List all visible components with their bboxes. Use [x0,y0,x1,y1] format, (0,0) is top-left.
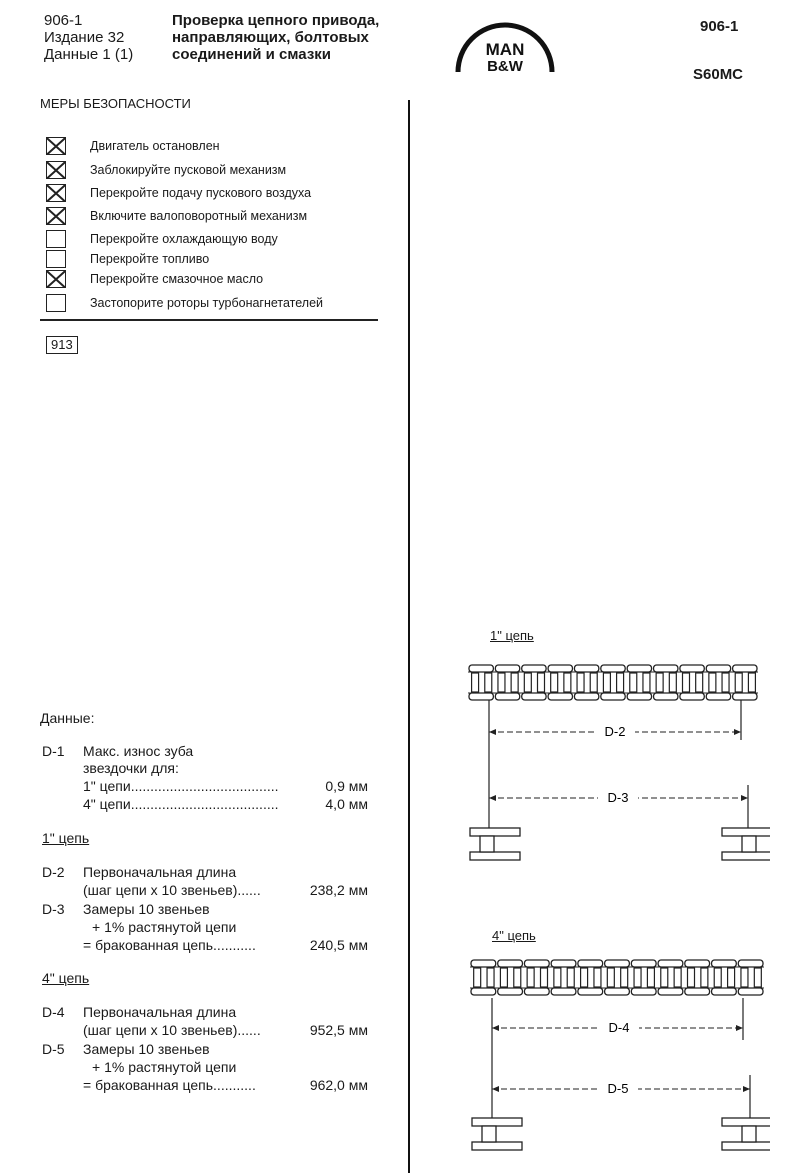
logo-text-bottom: B&W [487,58,523,75]
d1-row-1-label: 1" цепи [83,778,131,794]
section-divider [40,319,378,321]
chain-plate [654,693,678,700]
d5-row [83,1077,368,1094]
safety-item-label: Заблокируйте пусковой механизм [90,163,287,177]
d4-value: 952,5 мм [309,1022,368,1038]
chain-roller [487,968,494,987]
chain-roller [567,968,574,987]
chain-plate [712,960,737,967]
chain4-heading: 4" цепь [42,970,90,986]
d1-row-2-dots: ...................................... [130,796,279,812]
arrow-head [741,795,748,801]
title-line-1: Проверка цепного привода, [172,12,380,29]
safety-item-label: Перекройте смазочное масло [90,272,264,286]
chain-4-links [470,960,764,995]
chain-roller [590,673,597,692]
chain-plate [733,693,757,700]
chain-plate [738,960,763,967]
chain-plate [733,665,757,672]
checkbox[interactable] [46,161,66,179]
edition: Издание 32 [44,29,125,46]
d2-value: 238,2 мм [309,882,368,898]
d4-label: D-4 [608,1020,630,1035]
checkbox[interactable] [46,207,66,225]
page-title [172,12,379,63]
d4-line-1: Первоначальная длина [83,1004,237,1020]
d3-code: D-3 [42,901,65,917]
chain-roller [607,968,614,987]
chain-roller [500,968,507,987]
d5-code: D-5 [42,1041,65,1057]
chain-roller [554,968,561,987]
chain-plate [498,960,523,967]
chain-roller [701,968,708,987]
d5-line-3: = бракованная цепь [83,1077,214,1093]
chain-plate [578,960,603,967]
safety-item [46,159,286,181]
safety-item [46,228,278,250]
d5-label: D-5 [607,1081,629,1096]
chain-plate [601,665,625,672]
arrow-head [489,795,496,801]
chain-1-diagram [460,650,770,870]
chain-roller [621,968,628,987]
chain-plate [680,665,704,672]
d1-row-2-value: 4,0 мм [325,796,368,812]
chain-roller [538,673,545,692]
chain-plate [574,693,598,700]
checkbox[interactable] [46,184,66,202]
d1-line-2: звездочки для: [83,760,179,776]
chain-plate [685,988,710,995]
chain-plate [712,988,737,995]
reference-box: 913 [46,336,78,354]
d1-row-2 [83,796,368,813]
d1-row-1-value: 0,9 мм [325,778,368,794]
chain-plate [551,988,576,995]
chain-plate [654,665,678,672]
arrow-head [734,729,741,735]
chain-roller [741,968,748,987]
safety-item-label: Перекройте подачу пускового воздуха [90,186,312,200]
chain-roller [551,673,558,692]
arrow-head [736,1025,743,1031]
chain-plate [495,665,519,672]
arrow-head [743,1086,750,1092]
arrow-head [489,729,496,735]
safety-item-label: Перекройте охлаждающую воду [90,232,278,246]
chain-roller [524,673,531,692]
chain-roller [527,968,534,987]
chain-roller [669,673,676,692]
chain-plate [685,960,710,967]
d1-row-2-label: 4" цепи [83,796,131,812]
d4-dots: ...... [237,1022,261,1038]
chain-plate [574,665,598,672]
document-number: 906-1 [44,12,83,29]
chain-4-diagram [460,950,770,1170]
chain-plate [605,988,630,995]
chain-roller [485,673,492,692]
chain-plate [522,693,546,700]
figure-2-title: 4" цепь [492,928,536,943]
chain-plate [524,960,549,967]
chain-plate [658,960,683,967]
chain-roller [661,968,668,987]
chain-roller [709,673,716,692]
d2-line-2: (шаг цепи x 10 звеньев) [83,882,238,898]
chain-roller [714,968,721,987]
safety-item [46,205,307,227]
checkbox[interactable] [46,250,66,268]
chain-roller [647,968,654,987]
chain-roller [688,968,695,987]
chain-plate [522,665,546,672]
d2-dots: ...... [237,882,261,898]
logo-text-top: MAN [485,40,525,59]
d1-code: D-1 [42,743,65,759]
chain-plate [631,960,656,967]
chain-roller [581,968,588,987]
chain-roller [630,673,637,692]
chain-plate [631,988,656,995]
safety-item [46,268,263,290]
d3-value: 240,5 мм [309,937,368,953]
arrow-head [492,1086,499,1092]
chain-plate [601,693,625,700]
d5-value: 962,0 мм [309,1077,368,1093]
chain-plate [658,988,683,995]
chain-roller [594,968,601,987]
chain-plate [627,665,651,672]
d4-line-2: (шаг цепи x 10 звеньев) [83,1022,238,1038]
chain-plate [605,960,630,967]
chain-plate [680,693,704,700]
chain-roller [472,673,479,692]
d3-line-3: = бракованная цепь [83,937,214,953]
arrow-head [492,1025,499,1031]
chain-plate [469,693,493,700]
chain-roller [754,968,761,987]
title-line-3: соединений и смазки [172,46,332,63]
chain-plate [706,665,730,672]
safety-title: МЕРЫ БЕЗОПАСНОСТИ [40,96,191,111]
chain-roller [541,968,548,987]
chain-roller [748,673,755,692]
safety-item [46,182,311,204]
chain-1-links [468,665,758,700]
chain-plate [524,988,549,995]
chain-plate [578,988,603,995]
engine-model: S60MC [693,66,744,83]
chain-roller [634,968,641,987]
chain-roller [498,673,505,692]
checkbox[interactable] [46,294,66,312]
chain-plate [495,693,519,700]
chain-roller [603,673,610,692]
figure-1-title: 1" цепь [490,628,534,643]
man-bw-logo [450,20,560,76]
d2-line-1: Первоначальная длина [83,864,237,880]
d2-label: D-2 [604,724,626,739]
d4-code: D-4 [42,1004,65,1020]
d5-dots: ........... [213,1077,256,1093]
d4-row [83,1022,368,1039]
data-sheet-number: Данные 1 (1) [44,46,134,63]
chain-4-left-link [472,1118,522,1150]
safety-item-label: Застопорите роторы турбонагнетателей [90,296,324,310]
chain-plate [706,693,730,700]
d3-dots: ........... [213,937,256,953]
chain-roller [674,968,681,987]
chain-roller [696,673,703,692]
chain-roller [656,673,663,692]
title-line-2: направляющих, болтовых [172,29,369,46]
chain-plate [548,693,572,700]
chain-roller [474,968,481,987]
d2-row [83,882,368,899]
chain-plate [471,960,496,967]
chain-1-left-link [470,828,520,860]
data-heading: Данные: [40,710,95,726]
safety-item [46,248,209,270]
checkbox[interactable] [46,230,66,248]
chain-plate [498,988,523,995]
d1-line-1: Макс. износ зуба [83,743,194,759]
safety-item [46,135,220,157]
d5-line-2: + 1% растянутой цепи [92,1059,237,1075]
chain-roller [683,673,690,692]
checkbox[interactable] [46,270,66,288]
chain-roller [514,968,521,987]
document-id-block [44,12,133,63]
chain-plate [738,988,763,995]
chain-1-right-link [722,828,770,860]
chain-plate [627,693,651,700]
chain1-heading: 1" цепь [42,830,90,846]
chain-roller [728,968,735,987]
chain-roller [735,673,742,692]
column-divider [408,100,410,1173]
safety-item-label: Двигатель остановлен [90,139,220,153]
chain-4-right-link [722,1118,770,1150]
d1-row-1-dots: ...................................... [130,778,279,794]
d3-line-1: Замеры 10 звеньев [83,901,210,917]
chain-roller [617,673,624,692]
d3-row [83,937,368,954]
d3-label: D-3 [607,790,629,805]
checkbox[interactable] [46,137,66,155]
chain-plate [548,665,572,672]
safety-item-label: Перекройте топливо [90,252,210,266]
chain-roller [511,673,518,692]
safety-item [46,292,323,314]
chain-plate [471,988,496,995]
chain-roller [564,673,571,692]
d1-row-1 [83,778,368,795]
chain-roller [577,673,584,692]
d3-line-2: + 1% растянутой цепи [92,919,237,935]
chain-roller [722,673,729,692]
safety-item-label: Включите валоповоротный механизм [90,209,308,223]
d2-code: D-2 [42,864,65,880]
chain-plate [469,665,493,672]
d5-line-1: Замеры 10 звеньев [83,1041,210,1057]
chain-plate [551,960,576,967]
chain-roller [643,673,650,692]
header-code: 906-1 [700,18,739,35]
